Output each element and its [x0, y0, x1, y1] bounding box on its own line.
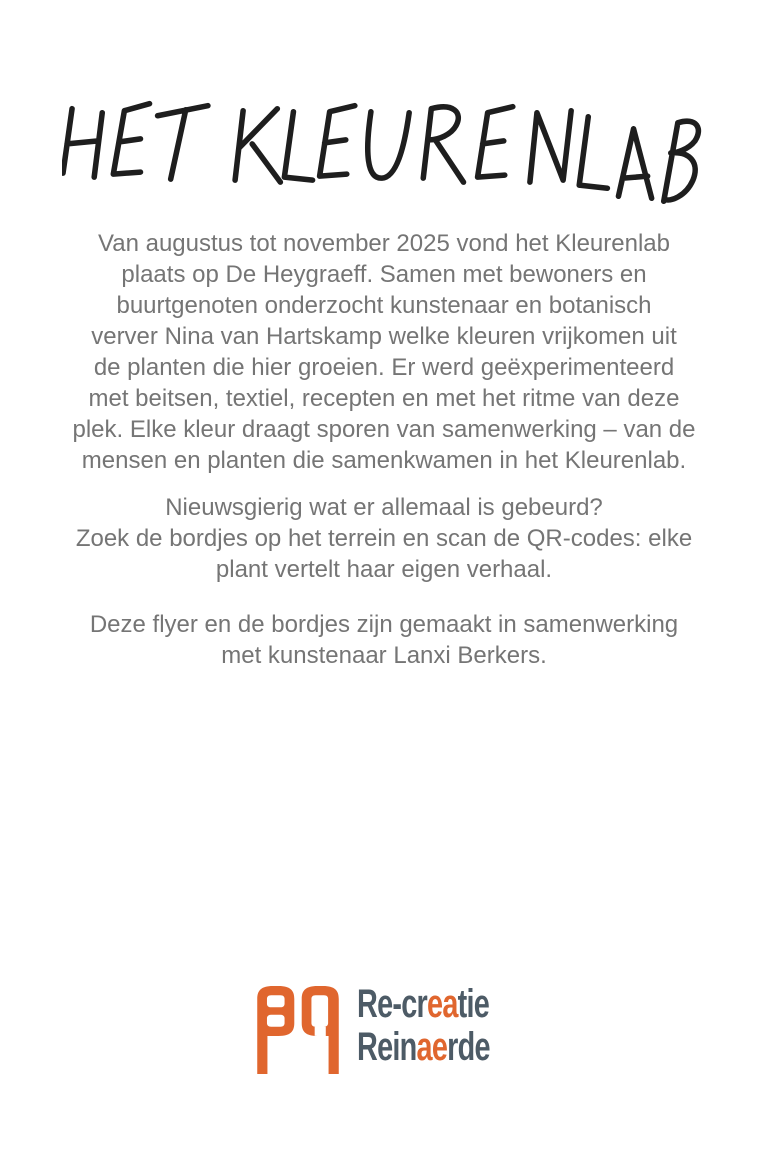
body-line: Zoek de bordjes op het terrein en scan de QR-codes: elke: [75, 525, 693, 552]
handwritten-title-svg: [62, 96, 706, 216]
body-line: met kunstenaar Lanxi Berkers.: [221, 642, 547, 669]
body-copy: [0, 228, 768, 671]
call-to-action-paragraph: [0, 492, 768, 585]
body-line: plant vertelt haar eigen verhaal.: [215, 556, 553, 583]
credits-paragraph: [0, 609, 768, 671]
body-line: de planten die hier groeien. Er werd geëxperimenteerd: [93, 354, 675, 381]
wordmark-segment-highlight: ea: [427, 982, 458, 1026]
intro-paragraph: [0, 228, 768, 476]
wordmark-segment: rde: [447, 1025, 490, 1069]
wordmark-segment: Rein: [357, 1025, 417, 1069]
logo-wordmark: [357, 983, 490, 1069]
body-line: buurtgenoten onderzocht kunstenaar en botanisch: [116, 292, 652, 319]
body-line: plaats op De Heygraeff. Samen met bewoners en: [121, 261, 647, 288]
body-line: met beitsen, textiel, recepten en met het ritme van deze: [88, 385, 680, 412]
logo-wordmark-line1: [357, 983, 490, 1026]
body-line: plek. Elke kleur draagt sporen van samenwerking – van de: [72, 416, 696, 443]
wordmark-segment: Re-cr: [357, 982, 428, 1026]
body-line: Nieuwsgierig wat er allemaal is gebeurd?: [165, 494, 603, 521]
body-line: verver Nina van Hartskamp welke kleuren vrijkomen uit: [91, 323, 677, 350]
page-title: [62, 96, 706, 216]
body-line: Deze flyer en de bordjes zijn gemaakt in samenwerking: [89, 611, 679, 638]
body-line: Van augustus tot november 2025 vond het Kleurenlab: [98, 230, 670, 257]
logo-wordmark-line2: [357, 1026, 490, 1069]
wordmark-segment: tie: [457, 982, 490, 1026]
reinaerde-logo: [257, 982, 557, 1078]
ae-monogram-icon: [257, 986, 339, 1074]
wordmark-segment-highlight: ae: [416, 1025, 448, 1069]
body-line: mensen en planten die samenkwamen in het Kleurenlab.: [81, 447, 687, 474]
